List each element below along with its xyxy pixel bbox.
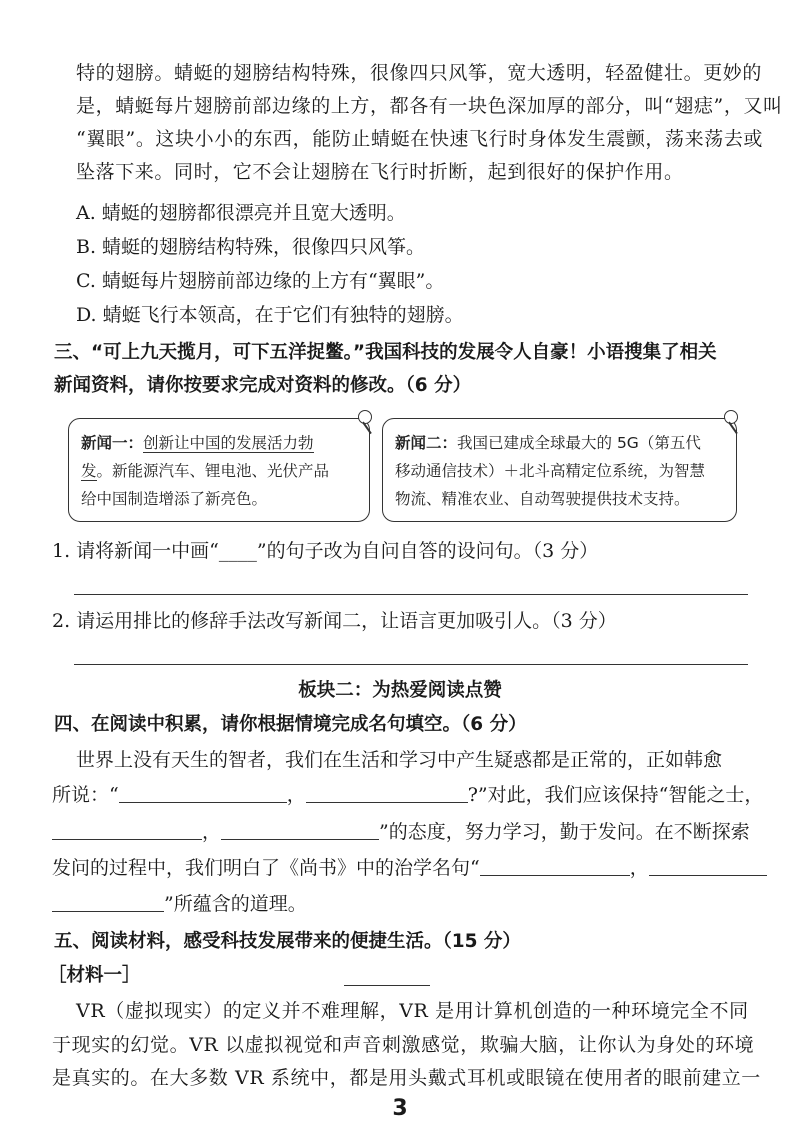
section4-fill-line: 发问的过程中，我们明白了《尚书》中的治学名句“ ，: [52, 853, 767, 883]
fill-blank-7[interactable]: [52, 891, 164, 912]
passage-line: 坠落下来。同时，它不会让翅膀在飞行时折断，起到很好的保护作用。: [76, 161, 684, 183]
news2-text: 移动通信技术）＋北斗高精定位系统，为智慧: [395, 462, 706, 480]
option-d: D. 蜻蜓飞行本领高，在于它们有独特的翅膀。: [76, 304, 464, 326]
answer-line-1[interactable]: [74, 594, 748, 595]
news1-text: 。新能源汽车、锂电池、光伏产品: [96, 462, 330, 480]
question-1: 1. 请将新闻一中画“____”的句子改为自问自答的设问句。（3 分）: [52, 540, 599, 562]
news2-label: 新闻二：: [395, 434, 458, 452]
material-text: 于现实的幻觉。VR 以虚拟视觉和声音刺激感觉，欺骗大脑，让你认为身处的环境: [52, 1034, 755, 1056]
option-a: A. 蜻蜓的翅膀都很漂亮并且宽大透明。: [76, 202, 406, 224]
section4-fill-line: ， ”的态度，努力学习，勤于发问。在不断探索: [52, 817, 750, 847]
news2-text: 我国已建成全球最大的 5G（第五代: [457, 434, 701, 452]
section5-title: 五、阅读材料，感受科技发展带来的便捷生活。（15 分）: [54, 931, 521, 952]
section4-fill-line: ”所蕴含的道理。: [52, 889, 307, 919]
pin-icon: [358, 410, 372, 424]
news1-label: 新闻一：: [81, 434, 144, 452]
material-text: VR（虚拟现实）的定义并不难理解，VR 是用计算机创造的一种环境完全不同: [76, 1000, 749, 1022]
fill-blank-2[interactable]: [306, 782, 468, 803]
news1-underlined: 创新让中国的发展活力勃: [143, 434, 314, 452]
material-title-blank[interactable]: [344, 985, 430, 986]
question-2: 2. 请运用排比的修辞手法改写新闻二，让语言更加吸引人。（3 分）: [52, 610, 617, 632]
option-b: B. 蜻蜓的翅膀结构特殊，很像四只风筝。: [76, 236, 426, 258]
section3-title-cont: 新闻资料，请你按要求完成对资料的修改。（6 分）: [54, 375, 472, 396]
block-title: 板块二：为热爱阅读点赞: [298, 680, 502, 701]
news-card-2: [382, 418, 737, 522]
fill-blank-1[interactable]: [119, 782, 287, 803]
news1-text-cont: 给中国制造增添了新亮色。: [81, 490, 268, 508]
section3-title: 三、“可上九天揽月，可下五洋捉鳖。”我国科技的发展令人自豪！小语搜集了相关: [54, 342, 717, 363]
answer-line-2[interactable]: [74, 664, 748, 665]
passage-line: 特的翅膀。蜻蜓的翅膀结构特殊，很像四只风筝，宽大透明，轻盈健壮。更妙的: [76, 62, 763, 84]
news-card-1: [68, 418, 370, 522]
fill-blank-5[interactable]: [480, 855, 630, 876]
page-number: 3: [392, 1096, 408, 1121]
material-text: 是真实的。在大多数 VR 系统中，都是用头戴式耳机或眼镜在使用者的眼前建立一: [52, 1067, 761, 1089]
passage-line: “翼眼”。这块小小的东西，能防止蜻蜓在快速飞行时身体发生震颤，荡来荡去或: [76, 128, 764, 150]
material-label: ［材料一］: [48, 965, 141, 986]
fill-blank-4[interactable]: [221, 819, 379, 840]
section4-fill-line: 所说：“ ， ?”对此，我们应该保持“智能之士，: [52, 784, 764, 806]
pin-icon: [724, 410, 738, 424]
fill-blank-6[interactable]: [649, 855, 767, 876]
fill-blank-3[interactable]: [52, 819, 202, 840]
option-c: C. 蜻蜓每片翅膀前部边缘的上方有“翼眼”。: [76, 270, 445, 292]
passage-line: 是，蜻蜓每片翅膀前部边缘的上方，都各有一块色深加厚的部分，叫“翅痣”，又叫: [76, 95, 783, 117]
section4-title: 四、在阅读中积累，请你根据情境完成名句填空。（6 分）: [54, 714, 527, 735]
news1-underlined-cont: 发: [81, 462, 97, 480]
section4-text: 世界上没有天生的智者，我们在生活和学习中产生疑惑都是正常的，正如韩愈: [76, 749, 723, 771]
news2-text: 物流、精准农业、自动驾驶提供技术支持。: [395, 490, 690, 508]
